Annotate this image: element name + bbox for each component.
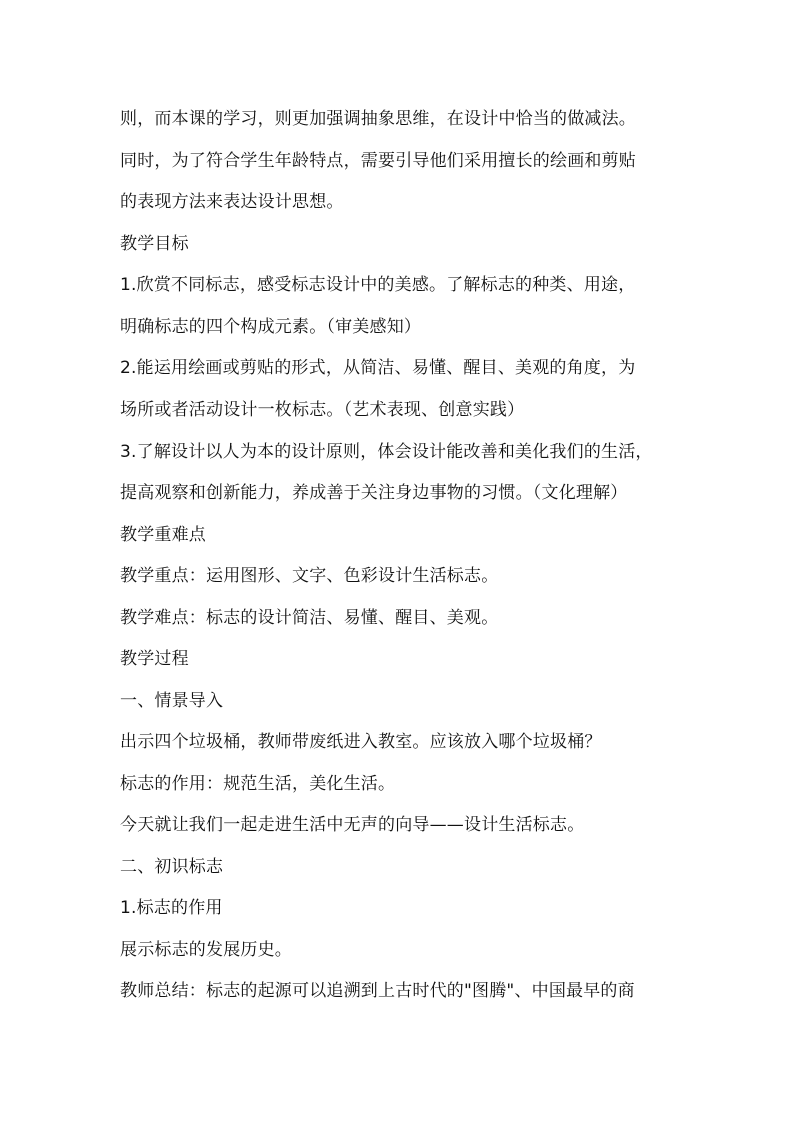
section-heading: 1.标志的作用 (120, 898, 223, 918)
paragraph-line: 标志的作用：规范生活，美化生活。 (120, 774, 396, 794)
paragraph-line: 2.能运用绘画或剪贴的形式，从简洁、易懂、醒目、美观的角度，为 (120, 358, 636, 378)
section-heading: 二、初识标志 (120, 857, 224, 877)
paragraph-line: 出示四个垃圾桶，教师带废纸进入教室。应该放入哪个垃圾桶？ (120, 732, 602, 752)
section-heading: 教学重难点 (120, 525, 206, 545)
paragraph-line: 1.欣赏不同标志，感受标志设计中的美感。了解标志的种类、用途， (120, 275, 636, 295)
paragraph-line: 则，而本课的学习，则更加强调抽象思维，在设计中恰当的做减法。 (120, 109, 636, 129)
paragraph-line: 场所或者活动设计一枚标志。（艺术表现、创意实践） (120, 400, 525, 420)
paragraph-line: 3.了解设计以人为本的设计原则，体会设计能改善和美化我们的生活， (120, 442, 653, 462)
paragraph-line: 提高观察和创新能力，养成善于关注身边事物的习惯。（文化理解） (120, 483, 628, 503)
paragraph-line: 展示标志的发展历史。 (120, 940, 292, 960)
paragraph-line: 明确标志的四个构成元素。（审美感知） (120, 317, 422, 337)
section-heading: 教学目标 (120, 234, 189, 254)
paragraph-line: 教学重点：运用图形、文字、色彩设计生活标志。 (120, 566, 499, 586)
paragraph-line: 教师总结：标志的起源可以追溯到上古时代的"图腾"、中国最早的商 (120, 981, 635, 1001)
paragraph-line: 的表现方法来表达设计思想。 (120, 192, 344, 212)
paragraph-line: 同时，为了符合学生年龄特点，需要引导他们采用擅长的绘画和剪贴 (120, 151, 636, 171)
section-heading: 教学过程 (120, 649, 189, 669)
paragraph-line: 今天就让我们一起走进生活中无声的向导——设计生活标志。 (120, 815, 585, 835)
paragraph-line: 教学难点：标志的设计简洁、易懂、醒目、美观。 (120, 608, 499, 628)
section-heading: 一、情景导入 (120, 691, 224, 711)
